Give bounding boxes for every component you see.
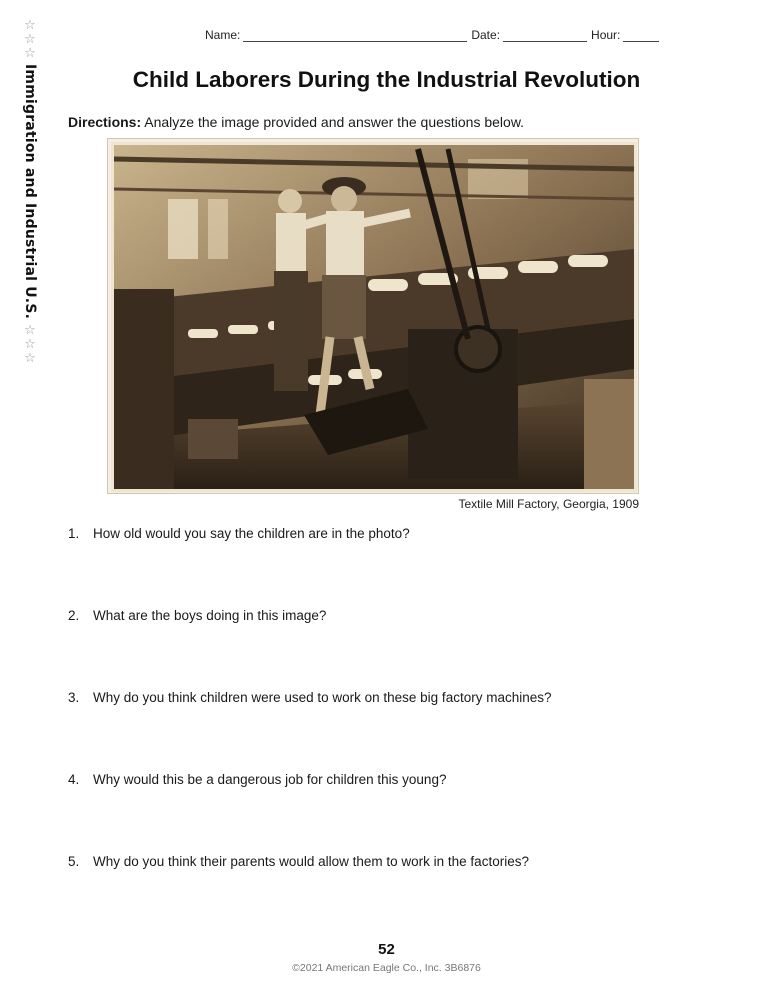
header-fields <box>205 28 663 42</box>
question-text: Why would this be a dangerous job for children this young? <box>93 772 447 787</box>
date-label: Date: <box>471 28 501 42</box>
question-number: 5. <box>68 854 80 869</box>
question-number: 4. <box>68 772 80 787</box>
question-item <box>68 526 410 541</box>
question-number: 2. <box>68 608 80 623</box>
question-item <box>68 690 552 705</box>
name-label: Name: <box>205 28 241 42</box>
question-text: Why do you think their parents would allow them to work in the factories? <box>93 854 529 869</box>
star-icon: ☆☆☆ <box>22 18 38 60</box>
name-blank[interactable] <box>243 29 467 42</box>
question-text: Why do you think children were used to work on these big factory machines? <box>93 690 552 705</box>
hour-label: Hour: <box>591 28 621 42</box>
page-number: 52 <box>378 941 395 958</box>
question-item <box>68 608 326 623</box>
question-number: 3. <box>68 690 80 705</box>
star-icon: ☆☆☆ <box>22 323 38 366</box>
copyright: ©2021 American Eagle Co., Inc. 3B6876 <box>292 962 481 974</box>
question-number: 1. <box>68 526 80 541</box>
unit-title: Immigration and Industrial U.S. <box>22 64 38 320</box>
directions-label: Directions: <box>68 114 142 130</box>
side-banner <box>22 18 52 366</box>
directions-text: Analyze the image provided and answer the questions below. <box>144 114 525 130</box>
photo-caption: Textile Mill Factory, Georgia, 1909 <box>458 497 639 511</box>
historical-photo <box>107 138 639 494</box>
page-title: Child Laborers During the Industrial Revolution <box>132 67 641 92</box>
question-text: What are the boys doing in this image? <box>93 608 327 623</box>
question-item <box>68 854 529 869</box>
date-blank[interactable] <box>503 29 587 42</box>
directions <box>68 114 524 130</box>
question-text: How old would you say the children are in the photo? <box>93 526 410 541</box>
question-item <box>68 772 446 787</box>
hour-blank[interactable] <box>623 29 659 42</box>
